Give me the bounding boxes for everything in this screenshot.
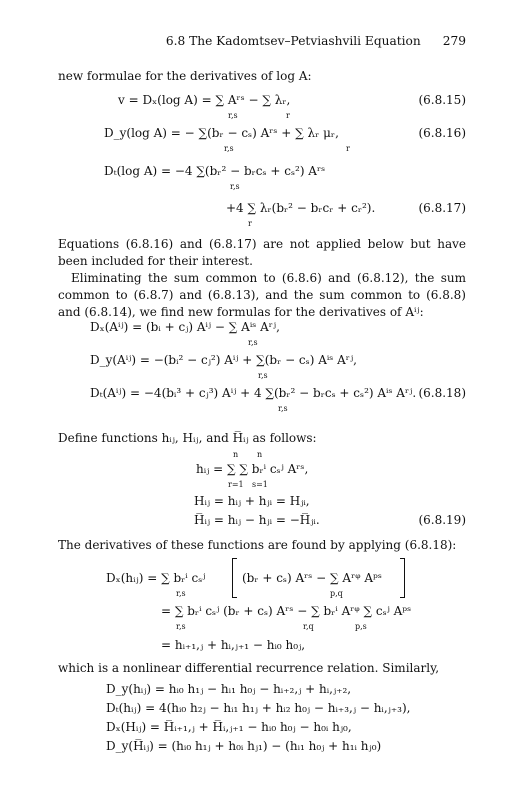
section-title: 6.8 The Kadomtsev–Petviashvili Equation: [165, 34, 421, 48]
sum-limit: r: [346, 144, 350, 153]
equation-number: (6.8.18): [418, 386, 466, 400]
derivation-line1-lhs: Dₓ(hᵢⱼ) = ∑ bᵣⁱ cₛʲ: [106, 571, 206, 585]
derivation-line1-bracket: (bᵣ + cₛ) Aʳˢ − ∑ Aʳᵠ Aᵖˢ: [242, 571, 382, 585]
relation-dy-Hbar: D_y(H̅ᵢⱼ) = (hᵢ₀ h₁ⱼ + h₀ᵢ hⱼ₁) − (hᵢ₁ h₀ⱼ + h₁ᵢ hⱼ₀): [106, 739, 382, 753]
sum-lower-limit: r=1: [228, 480, 244, 489]
equation-number: (6.8.16): [418, 126, 466, 140]
paragraph: Equations (6.8.16) and (6.8.17) are not applied below but have been included for their interest.: [58, 237, 466, 268]
page-number: 279: [442, 34, 466, 48]
sum-limit: r,s: [248, 338, 258, 347]
paragraph: Define functions hᵢⱼ, Hᵢⱼ, and H̅ᵢⱼ as follows:: [58, 431, 317, 445]
equation-6-8-16: D_y(log A) = − ∑(bᵣ − cₛ) Aʳˢ + ∑ λᵣ μᵣ,: [104, 126, 339, 140]
sum-lower-limit: s=1: [252, 480, 268, 489]
right-bracket: [400, 558, 405, 598]
sum-limit: r,s: [176, 622, 186, 631]
sum-upper-limit: n: [233, 450, 239, 459]
sum-limit: r,s: [230, 182, 240, 191]
sum-upper-limit: n: [257, 450, 263, 459]
relation-dt-h: Dₜ(hᵢⱼ) = 4(hᵢ₀ h₂ⱼ − hᵢ₁ h₁ⱼ + hᵢ₂ h₀ⱼ − hᵢ₊₃,ⱼ − hᵢ,ⱼ₊₃),: [106, 701, 411, 715]
intro-line: new formulae for the derivatives of log A:: [58, 69, 312, 83]
equation-6-8-18-line2: D_y(Aⁱʲ) = −(bᵢ² − cⱼ²) Aⁱʲ + ∑(bᵣ − cₛ) Aⁱˢ Aʳʲ,: [90, 353, 357, 367]
relation-dy-h: D_y(hᵢⱼ) = hᵢ₀ h₁ⱼ − hᵢ₁ h₀ⱼ − hᵢ₊₂,ⱼ + hᵢ,ⱼ₊₂,: [106, 682, 352, 696]
equation-6-8-15: v = Dₓ(log A) = ∑ Aʳˢ − ∑ λᵣ,: [118, 93, 291, 107]
sum-limit: r,q: [303, 622, 314, 631]
derivation-line3: = hᵢ₊₁,ⱼ + hᵢ,ⱼ₊₁ − hᵢ₀ h₀ⱼ,: [161, 638, 306, 652]
equation-number: (6.8.15): [418, 93, 466, 107]
sum-limit: r,s: [278, 404, 288, 413]
equation-6-8-19-line2: Hᵢⱼ = hᵢⱼ + hⱼᵢ = Hⱼᵢ,: [194, 494, 310, 508]
sum-limit: r,s: [224, 144, 234, 153]
equation-6-8-18-line1: Dₓ(Aⁱʲ) = (bᵢ + cⱼ) Aⁱʲ − ∑ Aⁱˢ Aʳʲ,: [90, 320, 280, 334]
equation-6-8-17-line1: Dₜ(log A) = −4 ∑(bᵣ² − bᵣcₛ + cₛ²) Aʳˢ: [104, 164, 326, 178]
left-bracket: [232, 558, 237, 598]
sum-limit: r,s: [258, 371, 268, 380]
equation-number: (6.8.19): [418, 513, 466, 527]
equation-6-8-18-line3: Dₜ(Aⁱʲ) = −4(bᵢ³ + cⱼ³) Aⁱʲ + 4 ∑(bᵣ² − bᵣcₛ + cₛ²) Aⁱˢ Aʳʲ.: [90, 386, 417, 400]
sum-limit: r: [248, 219, 252, 228]
sum-limit: r: [286, 111, 290, 120]
running-header: [58, 34, 466, 48]
sum-limit: r,s: [176, 589, 186, 598]
paragraph: The derivatives of these functions are found by applying (6.8.18):: [58, 538, 457, 552]
sum-limit: r,s: [228, 111, 238, 120]
derivation-line2: = ∑ bᵣⁱ cₛʲ (bᵣ + cₛ) Aʳˢ − ∑ bᵣⁱ Aʳᵠ ∑ cₛʲ Aᵖˢ: [161, 604, 412, 618]
sum-limit: p,q: [330, 589, 343, 598]
relation-dx-H: Dₓ(Hᵢⱼ) = H̅ᵢ₊₁,ⱼ + H̅ᵢ,ⱼ₊₁ − hᵢ₀ h₀ⱼ − h₀ᵢ hⱼ₀,: [106, 720, 352, 734]
equation-6-8-17-line2: +4 ∑ λᵣ(bᵣ² − bᵣcᵣ + cᵣ²).: [226, 201, 376, 215]
equation-number: (6.8.17): [418, 201, 466, 215]
paragraph: which is a nonlinear differential recurrence relation. Similarly,: [58, 661, 440, 675]
paragraph: Eliminating the sum common to (6.8.6) and (6.8.12), the sum common to (6.8.7) and (6.8.13), and the sum common to (6.8.8) and (6.8.14), we find new formulas for the derivatives of Aⁱʲ:: [58, 271, 466, 319]
equation-6-8-19-line3: H̅ᵢⱼ = hᵢⱼ − hⱼᵢ = −H̅ⱼᵢ.: [194, 513, 320, 527]
sum-limit: p,s: [355, 622, 367, 631]
equation-6-8-19-line1: hᵢⱼ = ∑ ∑ bᵣⁱ cₛʲ Aʳˢ,: [196, 462, 309, 476]
